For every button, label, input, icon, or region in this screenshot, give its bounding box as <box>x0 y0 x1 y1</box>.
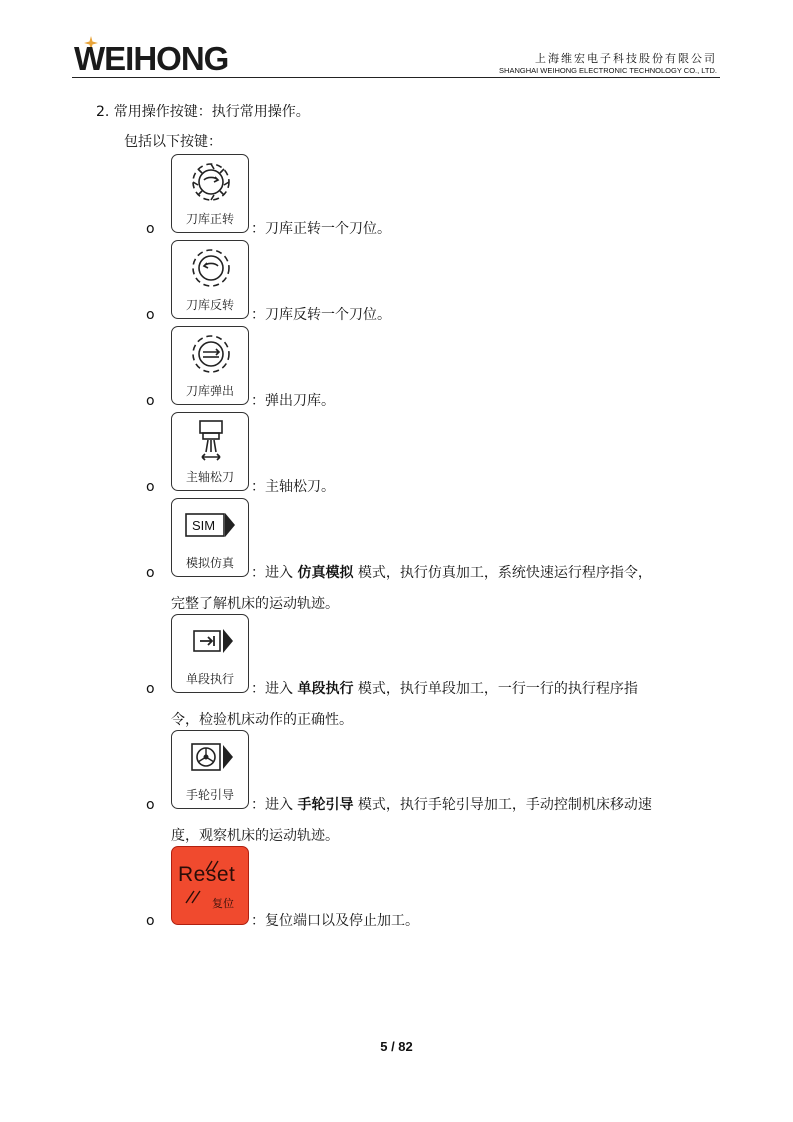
section-title: 2. 常用操作按键：执行常用操作。 <box>96 104 310 120</box>
page-number: 5 / 82 <box>380 1039 413 1054</box>
item-description-continued: 完整了解机床的运动轨迹。 <box>171 596 339 612</box>
key-label: 手轮引导 <box>185 788 234 802</box>
key-label: 刀库反转 <box>185 298 234 312</box>
company-name-cn: 上海维宏电子科技股份有限公司 <box>535 52 717 65</box>
bullet: o <box>146 913 155 929</box>
tool-magazine-reverse-key[interactable] <box>171 240 249 319</box>
bullet: o <box>146 565 155 581</box>
item-description: ：弹出刀库。 <box>251 393 335 409</box>
single-step-icon <box>172 615 250 673</box>
tool-magazine-eject-key[interactable] <box>171 326 249 405</box>
simulation-key[interactable] <box>171 498 249 577</box>
item-description-continued: 度，观察机床的运动轨迹。 <box>171 828 339 844</box>
item-description-continued: 令，检验机床动作的正确性。 <box>171 712 353 728</box>
mode-name: 手轮引导 <box>297 797 354 813</box>
key-label: 主轴松刀 <box>185 470 234 484</box>
gear-ccw-icon <box>172 241 250 299</box>
item-description: ：进入 手轮引导 模式，执行手轮引导加工，手动控制机床移动速 <box>251 797 652 813</box>
spindle-release-key[interactable] <box>171 412 249 491</box>
item-description: ：刀库正转一个刀位。 <box>251 221 391 237</box>
gear-eject-icon <box>172 327 250 385</box>
item-description: ：复位端口以及停止加工。 <box>251 913 419 929</box>
key-label: 单段执行 <box>185 672 234 686</box>
item-description: ：主轴松刀。 <box>251 479 335 495</box>
gear-cw-icon <box>172 155 250 213</box>
header-divider <box>72 77 720 78</box>
mode-name: 仿真模拟 <box>297 565 354 581</box>
key-label: 模拟仿真 <box>185 556 234 570</box>
section-subtitle: 包括以下按键： <box>124 134 222 150</box>
reset-key-text: Reset <box>178 863 236 886</box>
key-label: 刀库正转 <box>185 212 234 226</box>
single-step-key[interactable] <box>171 614 249 693</box>
item-description: ：进入 单段执行 模式，执行单段加工，一行一行的执行程序指 <box>251 681 638 697</box>
company-name-en: SHANGHAI WEIHONG ELECTRONIC TECHNOLOGY CO., LTD. <box>499 66 717 75</box>
company-logo: WEIHONG <box>74 40 229 77</box>
key-label: 复位 <box>212 897 234 910</box>
bullet: o <box>146 797 155 813</box>
mode-name: 单段执行 <box>297 681 354 697</box>
bullet: o <box>146 221 155 237</box>
bullet: o <box>146 393 155 409</box>
key-label: 刀库弹出 <box>185 384 234 398</box>
bullet: o <box>146 681 155 697</box>
handwheel-guide-key[interactable] <box>171 730 249 809</box>
spindle-release-icon <box>172 413 250 471</box>
reset-key[interactable] <box>171 846 249 925</box>
item-description: ：刀库反转一个刀位。 <box>251 307 391 323</box>
item-description: ：进入 仿真模拟 模式，执行仿真加工，系统快速运行程序指令， <box>251 565 652 581</box>
bullet: o <box>146 307 155 323</box>
sim-icon-text: SIM <box>192 518 216 533</box>
tool-magazine-forward-key[interactable] <box>171 154 249 233</box>
bullet: o <box>146 479 155 495</box>
handwheel-icon <box>172 731 250 789</box>
